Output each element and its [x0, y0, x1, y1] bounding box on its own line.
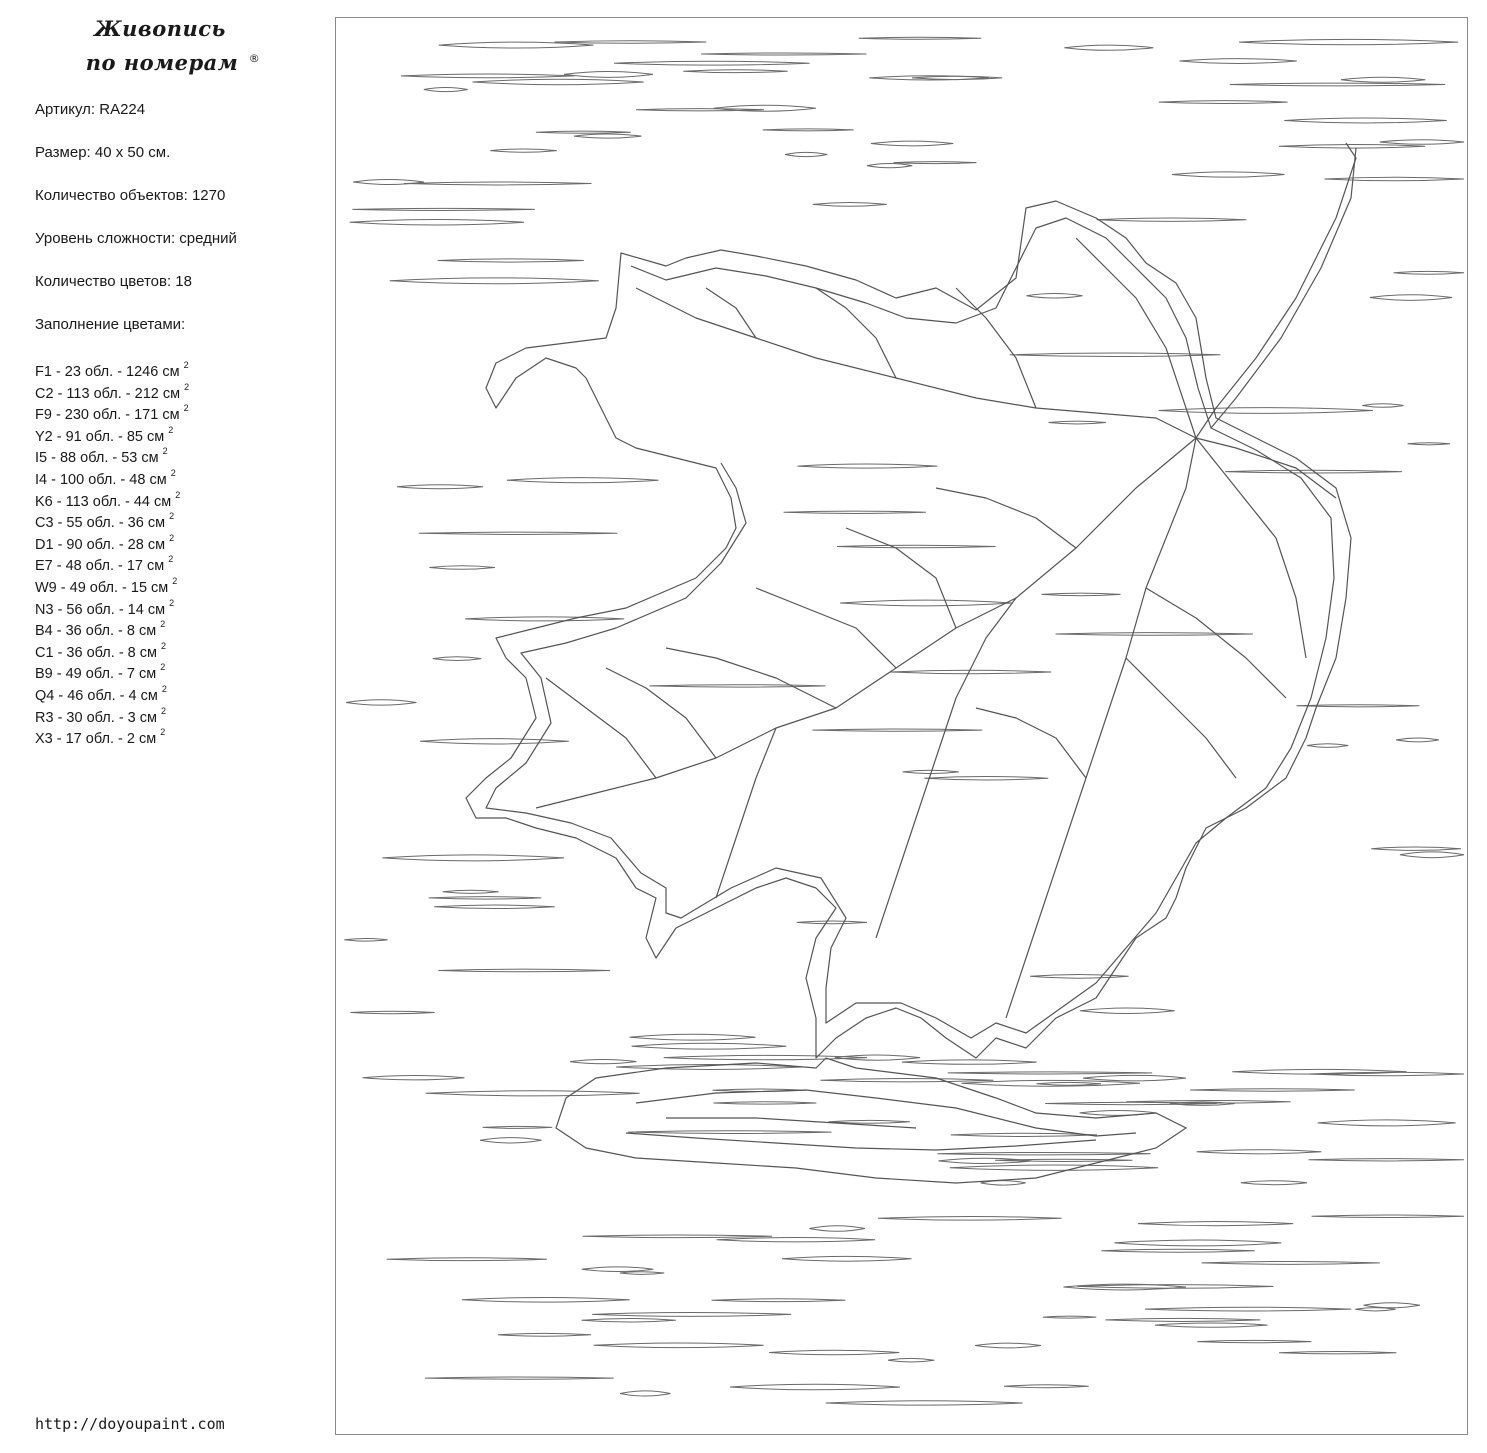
water-ripple — [888, 1358, 934, 1362]
color-fill-row — [35, 487, 189, 509]
color-fill-row — [35, 530, 189, 552]
water-ripple — [1370, 295, 1452, 301]
water-ripple — [1364, 1303, 1420, 1308]
color-fill-row — [35, 379, 189, 401]
website-link[interactable]: http://doyoupaint.com — [35, 1415, 225, 1433]
area-unit-superscript: 2 — [161, 705, 167, 716]
water-ripple — [701, 53, 866, 55]
water-ripple — [730, 1384, 900, 1390]
water-ripple — [462, 1297, 630, 1302]
color-fill-text: B9 - 49 обл. - 7 см — [35, 666, 157, 683]
article-text: Артикул: RA224 — [35, 101, 146, 118]
water-ripple — [1408, 443, 1451, 445]
water-ripple — [1230, 83, 1445, 86]
water-ripple — [420, 739, 569, 744]
water-ripple — [1138, 1222, 1293, 1226]
water-ripple — [1145, 1307, 1351, 1311]
water-ripple — [1159, 101, 1288, 104]
color-fill-text: I5 - 88 обл. - 53 см — [35, 450, 159, 467]
water-ripple — [350, 220, 524, 226]
color-fill-text: E7 - 48 обл. - 17 см — [35, 558, 165, 575]
water-ripple — [620, 1272, 664, 1275]
color-fill-row — [35, 724, 189, 746]
water-ripple — [1172, 172, 1285, 177]
water-ripple — [1083, 1075, 1186, 1081]
water-ripple — [890, 670, 1051, 673]
water-ripple — [630, 1034, 756, 1040]
area-unit-superscript: 2 — [161, 640, 167, 651]
area-unit-superscript: 2 — [183, 360, 189, 370]
water-ripple — [1284, 118, 1446, 123]
water-ripple — [1030, 974, 1129, 978]
water-ripple — [564, 72, 653, 78]
water-ripple — [713, 1102, 816, 1104]
water-ripple — [683, 70, 787, 73]
water-ripple — [1371, 847, 1461, 850]
color-fill-text: D1 - 90 обл. - 28 см — [35, 536, 166, 553]
color-fill-text: B4 - 36 обл. - 8 см — [35, 622, 157, 639]
water-ripple — [1296, 705, 1419, 707]
area-unit-superscript: 2 — [160, 619, 166, 630]
color-fill-row — [35, 443, 189, 465]
water-ripple — [763, 129, 854, 131]
water-ripple — [425, 1377, 614, 1379]
water-ripple — [350, 1011, 434, 1013]
water-ripple — [438, 969, 610, 972]
water-ripple — [1049, 421, 1106, 424]
water-ripple — [363, 1076, 465, 1080]
water-ripple — [712, 1299, 846, 1302]
water-ripple — [902, 1060, 1037, 1064]
color-fill-text: X3 - 17 обл. - 2 см — [35, 730, 157, 747]
water-ripple — [975, 1343, 1041, 1348]
area-unit-superscript: 2 — [168, 424, 174, 435]
water-ripple — [859, 37, 982, 39]
area-unit-superscript: 2 — [169, 532, 175, 543]
water-ripple — [809, 1226, 865, 1232]
water-ripple — [473, 79, 644, 84]
water-ripple — [570, 1059, 636, 1063]
water-ripple — [382, 855, 564, 861]
water-ripple — [1037, 1082, 1102, 1085]
water-ripple — [826, 1401, 1023, 1405]
water-ripple — [480, 1138, 542, 1143]
water-ripple — [434, 905, 555, 909]
color-fill-text: C2 - 113 обл. - 212 см — [35, 385, 181, 402]
color-fill-text: Q4 - 46 обл. - 4 см — [35, 687, 158, 704]
water-ripple — [1180, 59, 1297, 64]
water-ripple — [387, 1258, 547, 1261]
area-unit-superscript: 2 — [161, 683, 167, 694]
water-ripple — [582, 1267, 654, 1272]
color-fill-row — [35, 703, 189, 725]
water-ripple — [837, 545, 996, 548]
water-ripple — [1341, 77, 1426, 82]
water-ripple — [632, 1043, 787, 1049]
water-ripple — [717, 1238, 876, 1242]
water-ripple — [1064, 45, 1153, 50]
water-ripple — [1056, 633, 1253, 636]
color-fill-text: Y2 - 91 обл. - 85 см — [35, 428, 165, 445]
area-unit-superscript: 2 — [169, 511, 175, 522]
water-ripple — [1312, 1215, 1464, 1218]
area-unit-superscript: 2 — [172, 575, 178, 586]
water-ripple — [1279, 1352, 1396, 1354]
water-ripple — [1190, 1089, 1355, 1091]
area-unit-superscript: 2 — [175, 489, 181, 500]
water-ripple — [769, 1350, 899, 1355]
colors-count-text: Количество цветов: 18 — [35, 273, 192, 290]
water-ripple — [948, 1072, 1152, 1074]
water-ripple — [1396, 738, 1439, 742]
water-ripple — [443, 890, 499, 893]
water-ripple — [784, 511, 926, 513]
registered-mark: ® — [248, 52, 261, 65]
color-fill-text: F9 - 230 обл. - 171 см — [35, 407, 180, 424]
water-ripple — [835, 1055, 920, 1060]
color-fill-row — [35, 595, 189, 617]
area-unit-superscript: 2 — [160, 727, 166, 738]
water-ripple — [1241, 1181, 1307, 1185]
water-ripple — [620, 1391, 670, 1396]
color-fill-text: W9 - 49 обл. - 15 см — [35, 579, 169, 596]
water-ripple — [346, 700, 416, 705]
water-ripple — [397, 485, 483, 489]
water-ripple — [649, 685, 825, 687]
color-fill-text: N3 - 56 обл. - 14 см — [35, 601, 166, 618]
area-unit-superscript: 2 — [162, 446, 168, 457]
water-ripple — [1080, 1008, 1175, 1014]
water-ripple — [1239, 39, 1458, 44]
color-fill-text: I4 - 100 обл. - 48 см — [35, 471, 167, 488]
water-ripple — [1307, 744, 1348, 748]
fill-heading: Заполнение цветами: — [35, 316, 186, 333]
water-ripple — [1004, 1385, 1089, 1388]
color-fill-text: C1 - 36 обл. - 8 см — [35, 644, 157, 661]
water-ripple — [507, 478, 659, 483]
color-fill-row — [35, 357, 189, 379]
color-fill-list — [35, 357, 189, 746]
water-ripple — [429, 566, 495, 570]
water-ripple — [498, 1333, 591, 1336]
water-ripple — [426, 1091, 640, 1096]
water-ripple — [574, 134, 642, 138]
water-ripple — [352, 208, 535, 210]
product-info — [35, 100, 237, 359]
water-ripple — [1114, 1240, 1281, 1246]
brand-line-1: Живопись — [94, 16, 226, 41]
water-ripple — [401, 74, 575, 78]
water-ripple — [555, 41, 707, 44]
water-ripple — [429, 897, 542, 899]
water-ripple — [438, 259, 584, 262]
water-ripple — [404, 182, 592, 185]
leaf-outline-artwork — [336, 18, 1468, 1435]
water-ripple — [1042, 593, 1121, 596]
color-fill-row — [35, 422, 189, 444]
water-ripple — [1159, 408, 1373, 414]
water-ripple — [390, 278, 599, 284]
water-ripple — [1202, 1261, 1380, 1264]
color-fill-row — [35, 659, 189, 681]
water-ripple — [1309, 1159, 1465, 1161]
water-ripple — [820, 1079, 993, 1082]
water-ripple — [483, 1126, 553, 1128]
water-ripple — [465, 617, 624, 621]
water-ripple — [1318, 1120, 1456, 1126]
water-ripple-lines — [344, 37, 1464, 1405]
water-ripple — [344, 938, 387, 941]
water-ripple — [871, 141, 953, 146]
water-ripple — [1380, 140, 1464, 145]
water-ripple — [867, 163, 912, 167]
water-ripple — [1043, 1316, 1096, 1318]
water-ripple — [536, 131, 631, 133]
water-ripple — [1101, 1249, 1254, 1252]
water-ripple — [1155, 1323, 1268, 1327]
color-fill-text: R3 - 30 обл. - 3 см — [35, 709, 157, 726]
water-ripple — [1097, 218, 1247, 221]
area-unit-superscript: 2 — [170, 467, 176, 478]
color-fill-row — [35, 551, 189, 573]
water-ripple — [439, 42, 594, 48]
color-fill-text: K6 - 113 обл. - 44 см — [35, 493, 172, 510]
objects-count-text: Количество объектов: 1270 — [35, 187, 226, 204]
size-text: Размер: 40 x 50 см. — [35, 144, 171, 161]
area-unit-superscript: 2 — [184, 381, 190, 392]
water-ripple — [582, 1319, 676, 1323]
water-ripple — [1105, 1318, 1260, 1321]
water-ripple — [424, 87, 468, 91]
water-ripple — [782, 1256, 912, 1261]
area-unit-superscript: 2 — [168, 554, 174, 565]
water-ripple — [592, 1312, 791, 1316]
water-ripple — [840, 600, 1012, 606]
difficulty-text: Уровень сложности: средний — [35, 230, 237, 247]
water-ripple — [1400, 852, 1464, 858]
color-fill-row — [35, 465, 189, 487]
water-ripple — [1197, 1340, 1311, 1342]
water-ripple — [813, 203, 887, 207]
water-ripple — [1279, 144, 1425, 148]
color-fill-row — [35, 616, 189, 638]
water-ripple — [1362, 404, 1403, 407]
water-ripple — [1026, 293, 1082, 298]
color-fill-text: C3 - 55 обл. - 36 см — [35, 514, 166, 531]
water-ripple — [1010, 353, 1221, 357]
water-ripple — [924, 777, 1048, 780]
water-ripple — [878, 1216, 1062, 1220]
info-sidebar — [0, 0, 320, 1453]
color-fill-row — [35, 508, 189, 530]
water-ripple — [1197, 1150, 1322, 1154]
color-fill-row — [35, 573, 189, 595]
water-ripple — [433, 657, 482, 661]
water-ripple — [938, 1152, 1151, 1154]
color-fill-row — [35, 400, 189, 422]
color-fill-row — [35, 681, 189, 703]
area-unit-superscript: 2 — [169, 597, 175, 608]
brand-logo — [0, 12, 320, 80]
area-unit-superscript: 2 — [183, 403, 189, 414]
water-ripple — [812, 729, 982, 731]
water-ripple — [950, 1165, 1158, 1170]
water-ripple — [594, 1343, 764, 1348]
area-unit-superscript: 2 — [160, 662, 166, 673]
coloring-canvas — [335, 17, 1468, 1435]
water-ripple — [490, 149, 557, 152]
water-ripple — [1080, 1110, 1156, 1115]
water-ripple — [583, 1235, 773, 1238]
color-fill-row — [35, 638, 189, 660]
water-ripple — [797, 921, 867, 924]
water-ripple — [1324, 177, 1464, 181]
brand-line-2: по номерам — [85, 50, 239, 75]
color-fill-text: F1 - 23 обл. - 1246 см — [35, 363, 180, 380]
water-ripple — [614, 61, 810, 65]
water-ripple — [894, 162, 977, 164]
water-ripple — [1394, 271, 1464, 274]
water-ripple — [785, 152, 827, 156]
water-ripple — [419, 532, 618, 534]
water-ripple — [628, 1131, 831, 1134]
water-ripple — [798, 464, 938, 468]
brand-line-2-wrap — [82, 46, 261, 80]
